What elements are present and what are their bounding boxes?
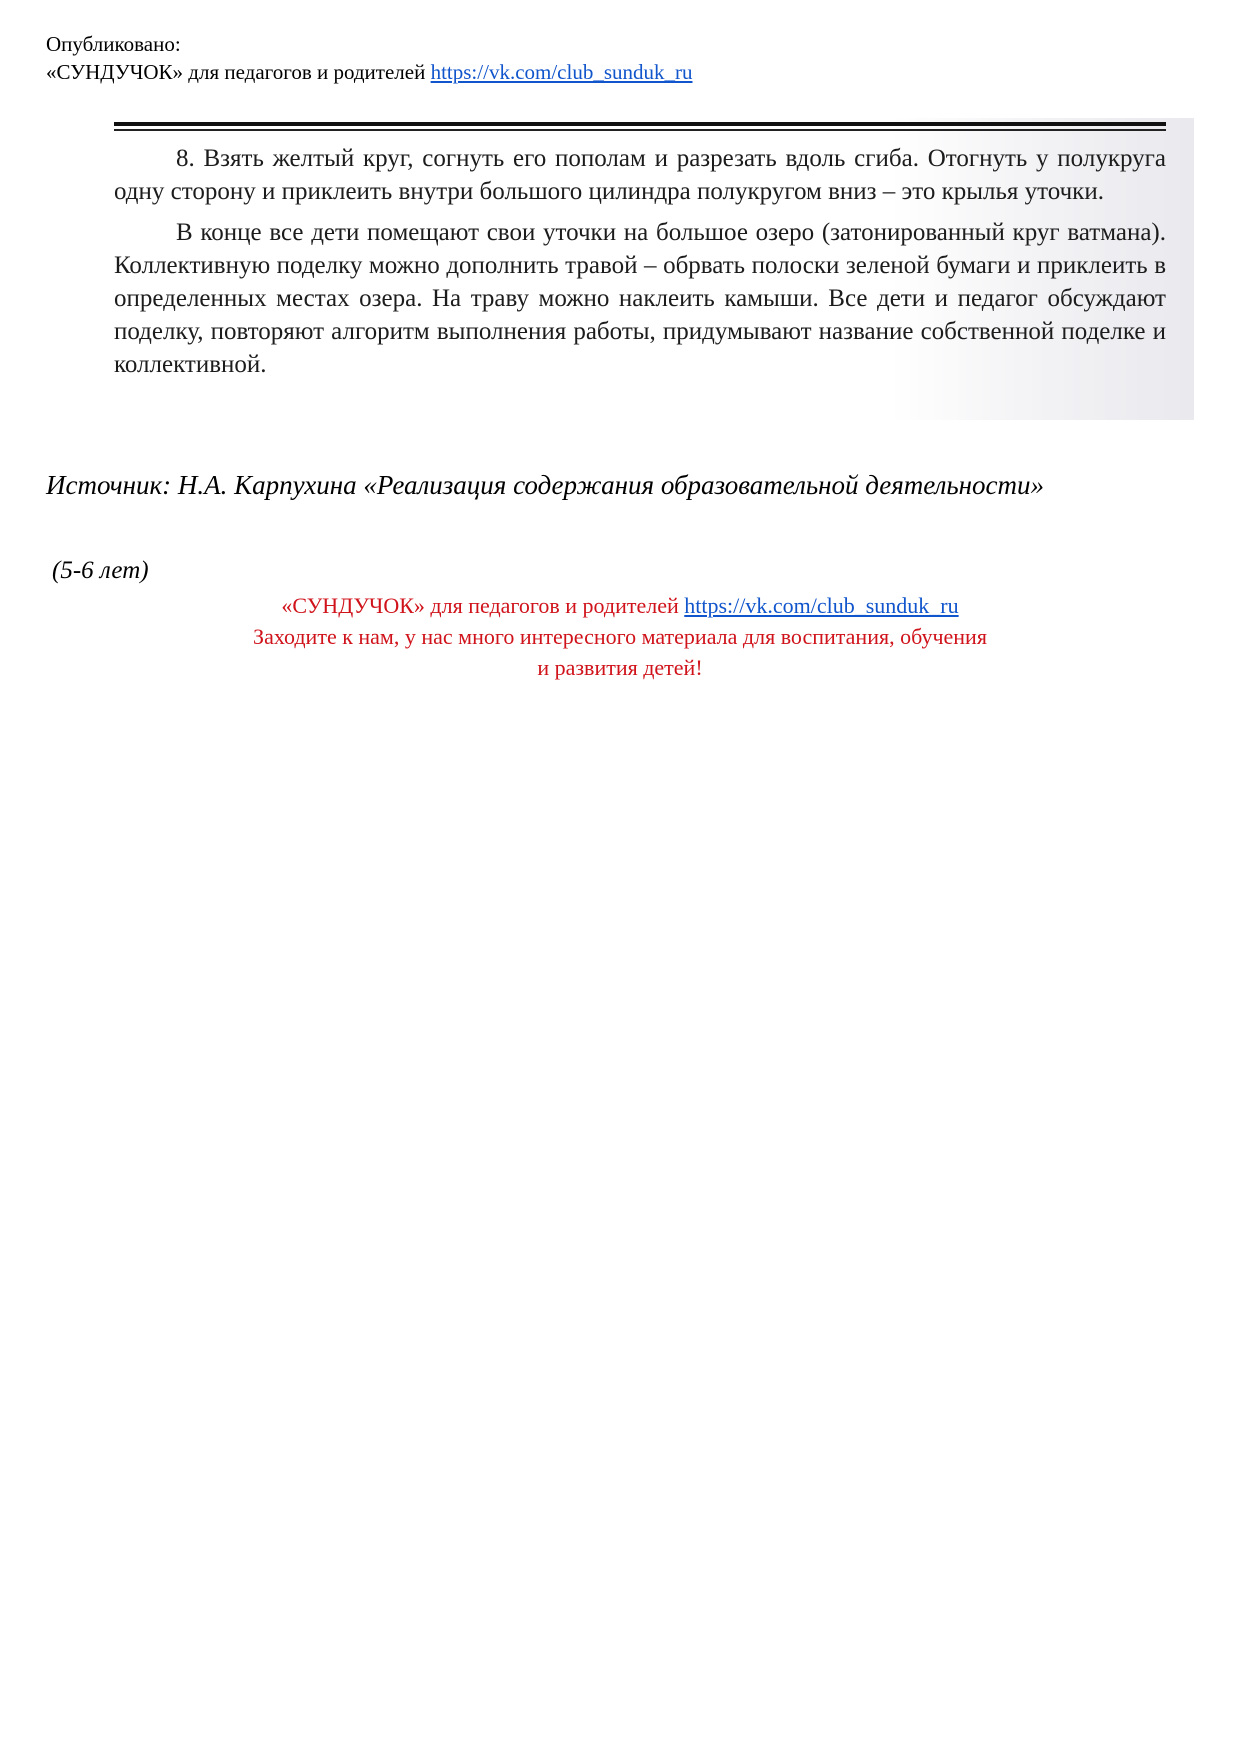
promo-block	[0, 590, 1240, 683]
scanned-page-excerpt	[112, 118, 1194, 420]
source-citation: Источник: Н.А. Карпухина «Реализация содержания образовательной деятельности»	[46, 470, 1045, 500]
scan-body-text	[114, 142, 1166, 389]
promo-invite-line-2: и развития детей!	[537, 655, 703, 680]
scan-paragraph-step-8: 8. Взять желтый круг, согнуть его пополам и разрезать вдоль сгиба. Отогнуть у полукруга одну сторону и приклеить внутри большого цилиндра полукругом вниз – это крылья уточки.	[114, 145, 1166, 205]
published-label: Опубликовано:	[46, 32, 181, 56]
header-club-link[interactable]: https://vk.com/club_sunduk_ru	[430, 60, 693, 84]
scan-divider-thick	[114, 122, 1166, 126]
scan-paragraph-conclusion: В конце все дети помещают свои уточки на большое озеро (затонированный круг ватмана). Коллективную поделку можно дополнить травой – обрвать полоски зеленой бумаги и приклеить в определенных местах озера. На траву можно наклеить камыши. Все дети и педагог обсуждают поделку, повторяют алгоритм выполнения работы, придумывают название собственной поделке и коллективной.	[114, 219, 1166, 378]
age-range: (5-6 лет)	[52, 557, 149, 584]
promo-club-link[interactable]: https://vk.com/club_sunduk_ru	[684, 593, 959, 618]
promo-club-line	[0, 590, 1240, 621]
header-club-name: «СУНДУЧОК» для педагогов и родителей	[46, 60, 426, 84]
promo-club-name: «СУНДУЧОК» для педагогов и родителей	[281, 593, 679, 618]
scan-divider-thin	[114, 129, 1166, 131]
header-club-line	[46, 58, 693, 86]
promo-invite-line: Заходите к нам, у нас много интересного материала для воспитания, обучения	[253, 624, 987, 649]
publication-header	[46, 30, 693, 86]
